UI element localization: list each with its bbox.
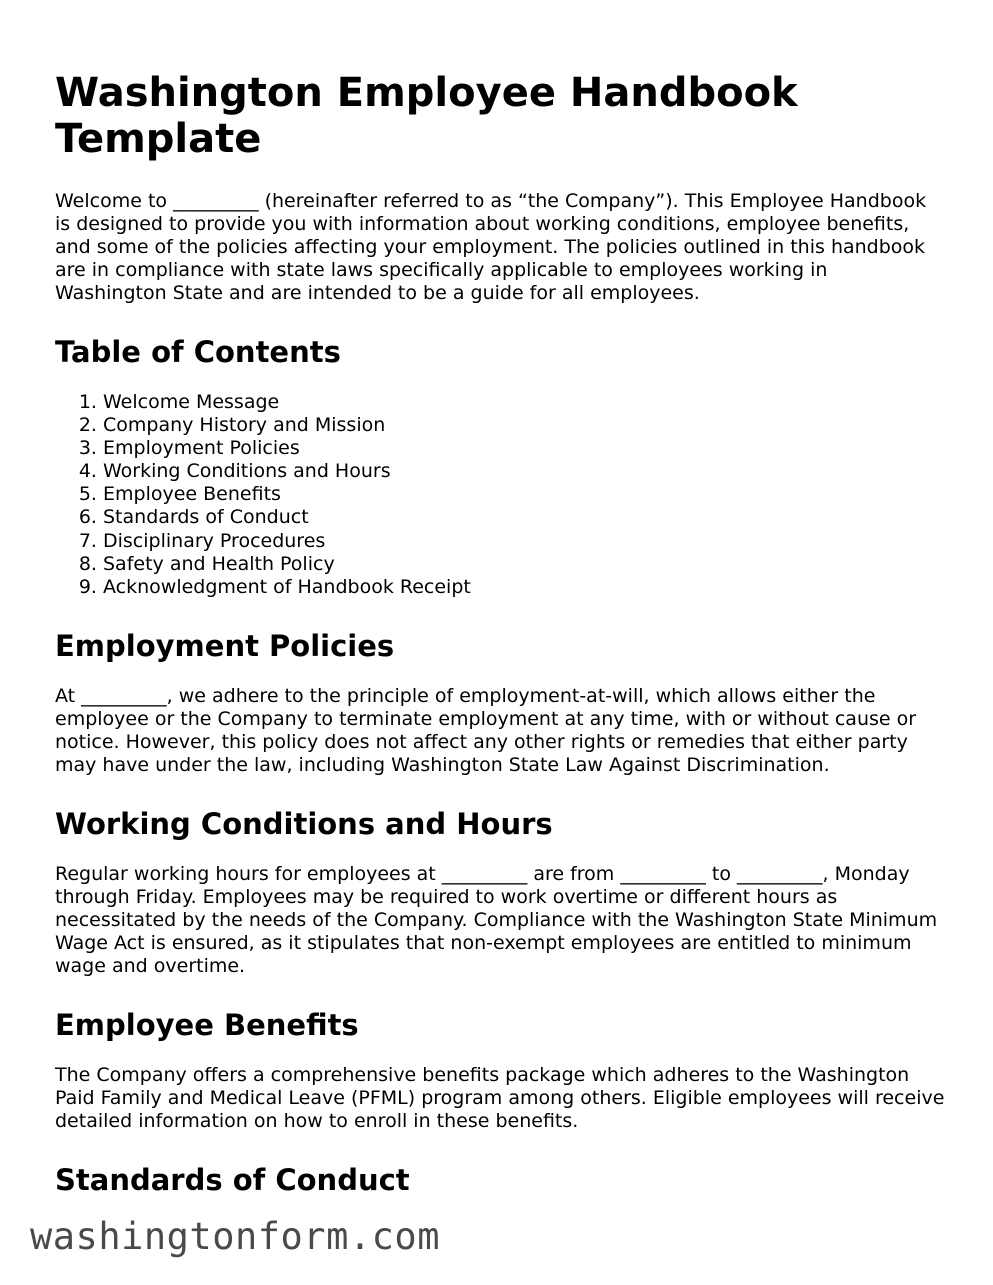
toc-item-company-history: 2. Company History and Mission (103, 414, 945, 437)
toc-item-employee-benefits: 5. Employee Benefits (103, 483, 945, 506)
document-title: Washington Employee Handbook Template (55, 70, 798, 162)
toc-item-acknowledgment: 9. Acknowledgment of Handbook Receipt (103, 576, 945, 599)
section-heading-working-conditions: Working Conditions and Hours (55, 806, 553, 841)
site-watermark: washingtonform.com (30, 1215, 440, 1258)
section-body-employment-policies: At _________, we adhere to the principle of employment-at-will, which allows either the employee or the Company to terminate employment at any time, with or without cause or notice. However, this policy does not affect any other rights or remedies that either party may have under the law, including Washington State Law Against Discrimination. (55, 684, 917, 776)
section-heading-standards-of-conduct: Standards of Conduct (55, 1162, 410, 1197)
section-body-employee-benefits: The Company offers a comprehensive benefits package which adheres to the Washington Paid Family and Medical Leave (PFML) program among others. Eligible employees will receive detailed information on how to enroll in these benefits. (55, 1063, 945, 1132)
document-page (55, 70, 945, 1219)
toc-item-disciplinary-procedures: 7. Disciplinary Procedures (103, 530, 945, 553)
section-body-working-conditions: Regular working hours for employees at _________ are from _________ to _________, Monday through Friday. Employees may be required to work overtime or different hours as necessitated by the needs of the Company. Compliance with the Washington State Minimum Wage Act is ensured, as it stipulates that non-exempt employees are entitled to minimum wage and overtime. (55, 862, 938, 977)
toc-item-standards-of-conduct: 6. Standards of Conduct (103, 506, 945, 529)
section-heading-employment-policies: Employment Policies (55, 628, 395, 663)
toc-item-working-conditions: 4. Working Conditions and Hours (103, 460, 945, 483)
toc-item-safety-health: 8. Safety and Health Policy (103, 553, 945, 576)
toc-item-employment-policies: 3. Employment Policies (103, 437, 945, 460)
section-heading-employee-benefits: Employee Benefits (55, 1007, 359, 1042)
intro-paragraph: Welcome to _________ (hereinafter referred to as “the Company”). This Employee Handbook is designed to provide you with information about working conditions, employee benefits, and some of the policies affecting your employment. The policies outlined in this handbook are in compliance with state laws specifically applicable to employees working in Washington State and are intended to be a guide for all employees. (55, 190, 927, 304)
toc-item-welcome-message: 1. Welcome Message (103, 391, 945, 414)
toc-heading: Table of Contents (55, 335, 341, 369)
toc-list (55, 391, 945, 599)
